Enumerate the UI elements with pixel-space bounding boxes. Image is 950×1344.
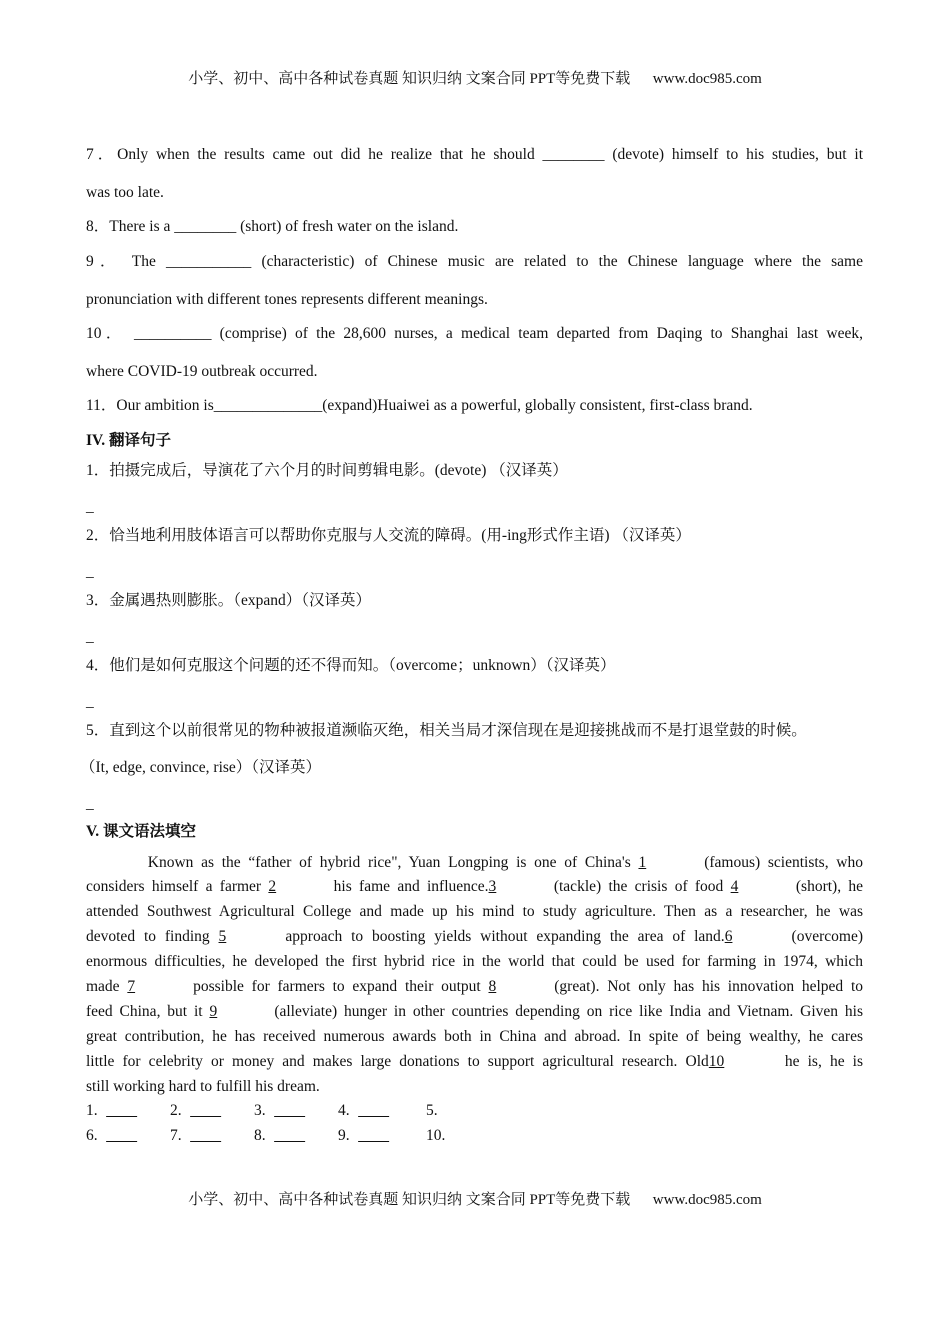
answer-slot: [86, 1126, 170, 1146]
passage-text: his fame and influence.: [326, 878, 489, 895]
answer-blank[interactable]: [266, 1101, 314, 1121]
passage-text: considers himself a farmer: [86, 878, 269, 895]
blank-1: 1: [638, 854, 647, 871]
blank-6: 6: [724, 928, 733, 945]
passage-text: (short), he: [788, 878, 863, 895]
passage-text: devoted to finding: [86, 928, 219, 945]
answer-label: 10.: [426, 1127, 446, 1144]
passage-line: [86, 853, 863, 873]
answer-label: 1.: [86, 1102, 98, 1119]
passage-line: [86, 977, 863, 997]
passage-text: (overcome): [782, 928, 863, 945]
passage-line: [86, 1002, 863, 1022]
answer-slot: [86, 1101, 170, 1121]
answer-label: 6.: [86, 1127, 98, 1144]
question-8: 8．There is a ________ (short) of fresh water on the island.: [86, 218, 459, 235]
passage-text: (alleviate) hunger in other countries depending on rice like India and Vietnam. Given his: [267, 1003, 863, 1020]
translate-item-3: 3．金属遇热则膨胀。（expand）（汉译英）: [86, 592, 372, 609]
question-7-cont: was too late.: [86, 184, 164, 201]
answer-line: _: [86, 628, 94, 645]
passage-text: (tackle) the crisis of food: [546, 878, 731, 895]
section-4-heading: IV. 翻译句子: [86, 432, 171, 449]
blank-2: 2: [268, 878, 277, 895]
question-10: 10． __________ (comprise) of the 28,600 nurses, a medical team departed from Daqing to Shanghai last week,: [86, 325, 863, 342]
answer-line: _: [86, 563, 94, 580]
translate-item-4: 4．他们是如何克服这个问题的还不得而知。（overcome；unknown）（汉译英）: [86, 657, 616, 674]
question-9-cont: pronunciation with different tones represents different meanings.: [86, 291, 488, 308]
blank-7: 7: [127, 978, 136, 995]
answer-slot: [254, 1126, 338, 1146]
passage-text: made: [86, 978, 128, 995]
answer-slot: [254, 1101, 338, 1121]
translate-item-1: 1．拍摄完成后，导演花了六个月的时间剪辑电影。(devote) （汉译英）: [86, 462, 568, 479]
blank-10: 10: [708, 1053, 725, 1070]
passage-text: little for celebrity or money and makes large donations to support agricultural research. Old: [86, 1053, 709, 1070]
answer-label: 2.: [170, 1102, 182, 1119]
translate-item-5: 5．直到这个以前很常见的物种被报道濒临灭绝，相关当局才深信现在是迎接挑战而不是打退堂鼓的时候。: [86, 722, 807, 739]
answer-line: _: [86, 795, 94, 812]
answer-blank[interactable]: [98, 1126, 146, 1146]
passage-line: [86, 952, 863, 972]
section-5-heading: V. 课文语法填空: [86, 823, 196, 840]
passage-text: feed China, but it: [86, 1003, 210, 1020]
answer-slot: [338, 1126, 422, 1146]
passage-text: enormous difficulties, he developed the first hybrid rice in the world that could be used for farming in 1974, which: [86, 953, 863, 970]
answer-slot: [170, 1126, 254, 1146]
answer-label: 5.: [426, 1102, 438, 1119]
passage-text: approach to boosting yields without expanding the area of land.: [276, 928, 725, 945]
answer-label: 7.: [170, 1127, 182, 1144]
answer-blank[interactable]: [98, 1101, 146, 1121]
passage-line: [86, 927, 863, 947]
passage-text: he is, he is: [776, 1053, 863, 1070]
answer-blank[interactable]: [350, 1101, 398, 1121]
passage-line: [86, 902, 863, 922]
passage-text: (famous) scientists, who: [696, 854, 863, 871]
footer-text: 小学、初中、高中各种试卷真题 知识归纳 文案合同 PPT等免费下载: [188, 1192, 631, 1208]
blank-3: 3: [488, 878, 497, 895]
answer-line: _: [86, 498, 94, 515]
blank-8: 8: [488, 978, 497, 995]
answer-line: _: [86, 693, 94, 710]
header-site: www.doc985.com: [652, 71, 762, 87]
passage-text: attended Southwest Agricultural College and made up his mind to study agriculture. Then as a researcher, he was: [86, 903, 863, 920]
answer-slot: [426, 1126, 510, 1146]
blank-5: 5: [218, 928, 227, 945]
passage-text: (great). Not only has his innovation helped to: [546, 978, 863, 995]
translate-item-2: 2．恰当地利用肢体语言可以帮助你克服与人交流的障碍。(用-ing形式作主语) （汉译英）: [86, 527, 691, 544]
blank-4: 4: [730, 878, 739, 895]
passage-line: [86, 877, 863, 897]
answer-label: 4.: [338, 1102, 350, 1119]
page-footer: [0, 1190, 950, 1210]
passage-text: great contribution, he has received numerous awards both in China and abroad. In spite of being wealthy, he cares: [86, 1028, 863, 1045]
answer-blank[interactable]: [266, 1126, 314, 1146]
page-header: [0, 69, 950, 89]
question-10-cont: where COVID-19 outbreak occurred.: [86, 363, 318, 380]
translate-item-5-cont: （It, edge, convince, rise）（汉译英）: [80, 759, 322, 776]
answer-slot: [170, 1101, 254, 1121]
answer-label: 8.: [254, 1127, 266, 1144]
footer-site: www.doc985.com: [652, 1192, 762, 1208]
question-9: 9． The ___________ (characteristic) of Chinese music are related to the Chinese language where the same: [86, 253, 863, 270]
blank-9: 9: [209, 1003, 218, 1020]
passage-text: possible for farmers to expand their output: [185, 978, 489, 995]
header-text: 小学、初中、高中各种试卷真题 知识归纳 文案合同 PPT等免费下载: [188, 71, 631, 87]
passage-text: still working hard to fulfill his dream.: [86, 1078, 320, 1095]
answer-slot: [338, 1101, 422, 1121]
answer-row: [86, 1101, 510, 1121]
passage-text: Known as the “father of hybrid rice", Yuan Longping is one of China's: [86, 854, 639, 871]
question-7: 7．Only when the results came out did he realize that he should ________ (devote) himself to his studies, but it: [86, 146, 863, 163]
answer-row: [86, 1126, 510, 1146]
passage-line: [86, 1027, 863, 1047]
answer-label: 9.: [338, 1127, 350, 1144]
passage-line: [86, 1052, 863, 1072]
answer-blank[interactable]: [182, 1126, 230, 1146]
answer-blank[interactable]: [182, 1101, 230, 1121]
answer-label: 3.: [254, 1102, 266, 1119]
question-11: 11．Our ambition is______________(expand)Huaiwei as a powerful, globally consistent, first-class brand.: [86, 397, 753, 414]
passage-line: [86, 1077, 320, 1097]
answer-blank[interactable]: [350, 1126, 398, 1146]
answer-slot: [426, 1101, 510, 1121]
